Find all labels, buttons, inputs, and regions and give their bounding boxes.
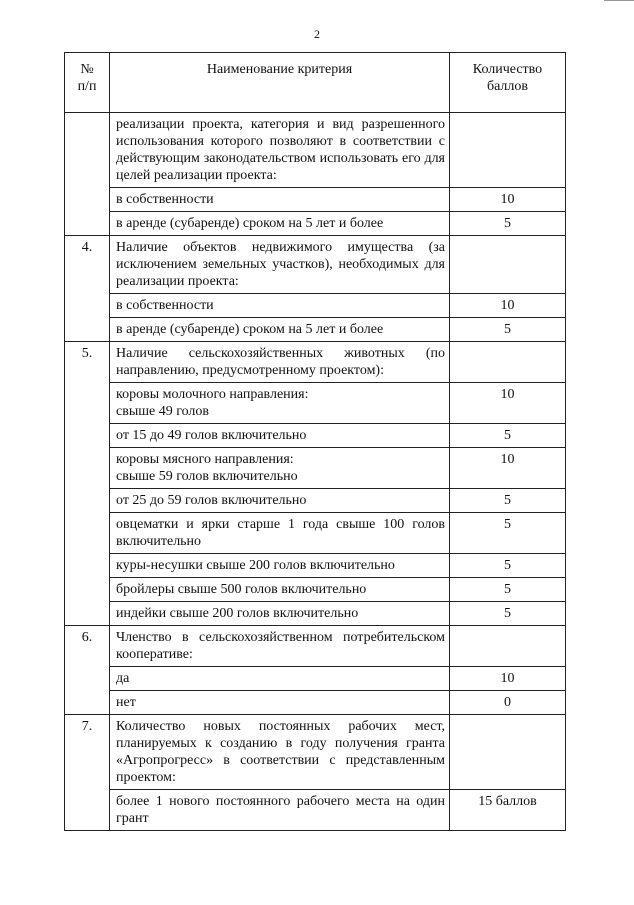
points-value: [450, 113, 566, 188]
points-value: 0: [450, 691, 566, 715]
table-row: [65, 513, 566, 554]
points-value: 10: [450, 383, 566, 424]
header-criterion-name: Наименование критерия: [110, 53, 450, 113]
table-row: [65, 667, 566, 691]
points-value: 10: [450, 448, 566, 489]
table-row: [65, 113, 566, 188]
criterion-text: в аренде (субаренде) сроком на 5 лет и более: [110, 212, 450, 236]
points-value: 10: [450, 294, 566, 318]
criterion-text: Количество новых постоянных рабочих мест, планируемых к созданию в году получения гранта «Агропрогресс» в соответствии с представленным проектом:: [110, 715, 450, 790]
scan-edge-mark: [604, 0, 634, 1]
row-number: 7.: [65, 715, 110, 831]
criterion-text: овцематки и ярки старше 1 года свыше 100 голов включительно: [110, 513, 450, 554]
points-value: 15 баллов: [450, 790, 566, 831]
table-row: [65, 294, 566, 318]
table-row: [65, 424, 566, 448]
criterion-text: Наличие объектов недвижимого имущества (за исключением земельных участков), необходимых для реализации проекта:: [110, 236, 450, 294]
criterion-text: да: [110, 667, 450, 691]
points-value: 5: [450, 578, 566, 602]
row-number: [65, 113, 110, 236]
table-row: [65, 342, 566, 383]
table-row: [65, 489, 566, 513]
criterion-text: Членство в сельскохозяйственном потребительском кооперативе:: [110, 626, 450, 667]
header-points: Количество баллов: [450, 53, 566, 113]
table-header-row: [65, 53, 566, 113]
criterion-text: коровы мясного направления: свыше 59 голов включительно: [110, 448, 450, 489]
table-row: [65, 790, 566, 831]
criterion-text: в аренде (субаренде) сроком на 5 лет и более: [110, 318, 450, 342]
row-number: 4.: [65, 236, 110, 342]
table-row: [65, 578, 566, 602]
points-value: 10: [450, 667, 566, 691]
points-value: 5: [450, 489, 566, 513]
criterion-text: более 1 нового постоянного рабочего места на один грант: [110, 790, 450, 831]
criterion-text: от 15 до 49 голов включительно: [110, 424, 450, 448]
criterion-text: в собственности: [110, 188, 450, 212]
table-row: [65, 383, 566, 424]
criterion-text: индейки свыше 200 голов включительно: [110, 602, 450, 626]
criterion-text: Наличие сельскохозяйственных животных (по направлению, предусмотренному проектом):: [110, 342, 450, 383]
criterion-text: нет: [110, 691, 450, 715]
criterion-text: куры-несушки свыше 200 голов включительно: [110, 554, 450, 578]
table-row: [65, 448, 566, 489]
table-row: [65, 554, 566, 578]
criterion-text: в собственности: [110, 294, 450, 318]
criterion-text: бройлеры свыше 500 голов включительно: [110, 578, 450, 602]
points-value: 5: [450, 513, 566, 554]
page-number: 2: [314, 27, 320, 41]
table-row: [65, 715, 566, 790]
table-row: [65, 212, 566, 236]
criterion-text: коровы молочного направления: свыше 49 голов: [110, 383, 450, 424]
row-number: 5.: [65, 342, 110, 626]
table-row: [65, 236, 566, 294]
row-number: 6.: [65, 626, 110, 715]
table-row: [65, 626, 566, 667]
criterion-text: от 25 до 59 голов включительно: [110, 489, 450, 513]
points-value: 5: [450, 424, 566, 448]
points-value: [450, 715, 566, 790]
points-value: 5: [450, 554, 566, 578]
points-value: 5: [450, 212, 566, 236]
points-value: [450, 342, 566, 383]
points-value: 5: [450, 602, 566, 626]
points-value: [450, 626, 566, 667]
points-value: 5: [450, 318, 566, 342]
points-value: [450, 236, 566, 294]
table-row: [65, 188, 566, 212]
criteria-table: [64, 52, 566, 831]
points-value: 10: [450, 188, 566, 212]
table-row: [65, 318, 566, 342]
header-number: № п/п: [65, 53, 110, 113]
table-row: [65, 691, 566, 715]
table-row: [65, 602, 566, 626]
criterion-text: реализации проекта, категория и вид разрешенного использования которого позволяют в соответствии с действующим законодательством использовать его для целей реализации проекта:: [110, 113, 450, 188]
